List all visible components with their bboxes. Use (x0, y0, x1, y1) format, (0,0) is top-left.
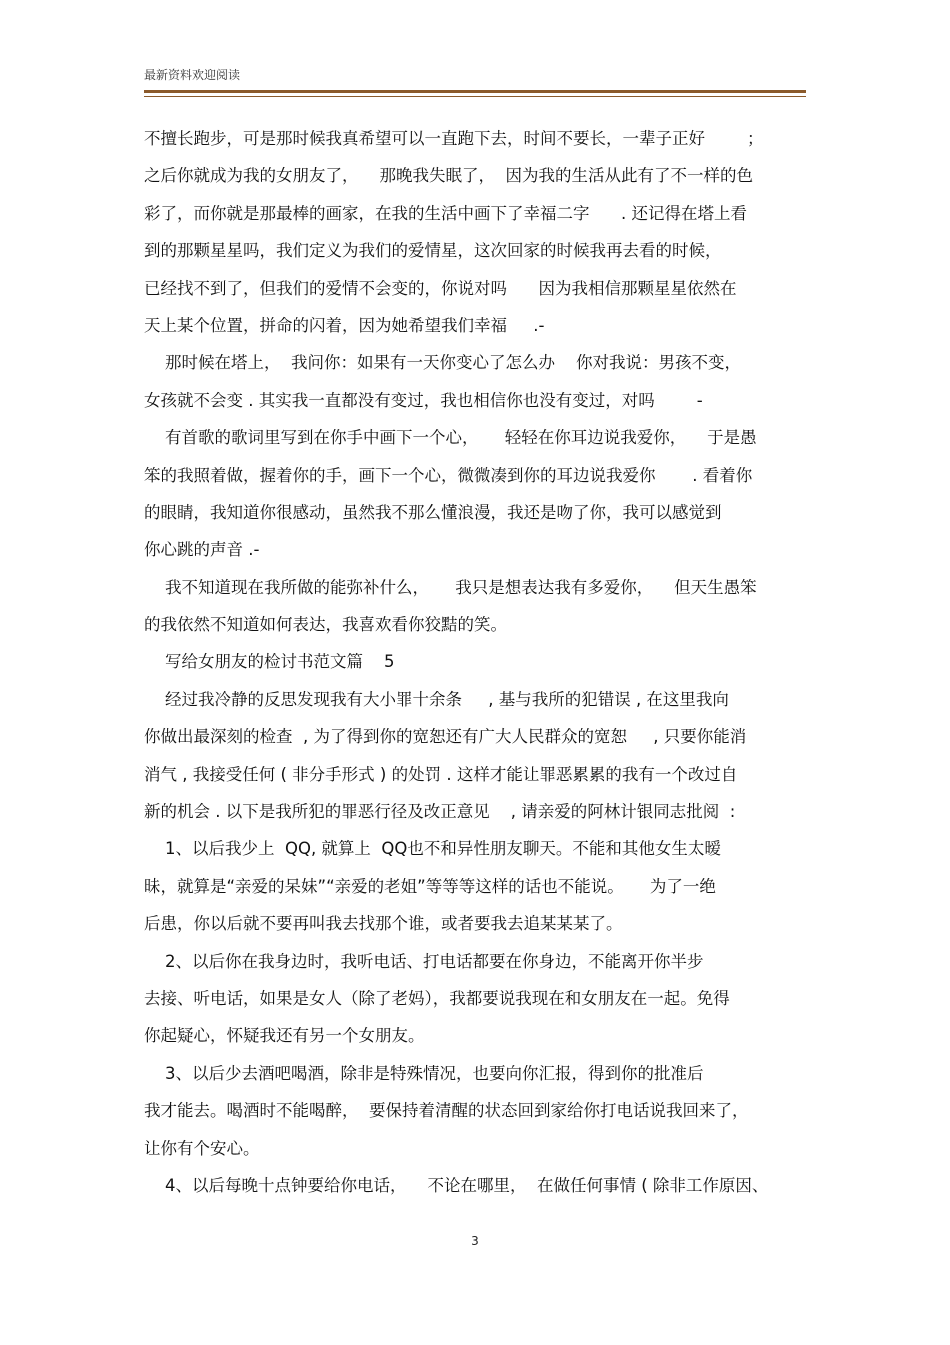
text-line: 那时候在塔上， 我问你：如果有一天你变心了怎么办 你对我说：男孩不变， (144, 353, 741, 373)
text-line: 1、以后我少上 QQ, 就算上 QQ也不和异性朋友聊天。不能和其他女生太暧 (144, 839, 721, 859)
text-line: 彩了，而你就是那最棒的画家，在我的生活中画下了幸福二字 . 还记得在塔上看 (144, 203, 747, 223)
text-line: 经过我冷静的反思发现我有大小罪十余条 , 基与我所的犯错误 , 在这里我向 (144, 689, 729, 709)
text-line: 你心跳的声音 .- (144, 540, 260, 560)
text-line: 后患，你以后就不要再叫我去找那个谁，或者要我去追某某某了。 (144, 914, 623, 934)
text-line: 3、以后少去酒吧喝酒，除非是特殊情况，也要向你汇报，得到你的批准后 (144, 1063, 704, 1083)
body-text (144, 120, 806, 1204)
text-line: 有首歌的歌词里写到在你手中画下一个心， 轻轻在你耳边说我爱你， 于是愚 (144, 428, 757, 448)
text-line: 我不知道现在我所做的能弥补什么， 我只是想表达我有多爱你， 但天生愚笨 (144, 577, 757, 597)
section-heading: 写给女朋友的检讨书范文篇 5 (144, 652, 395, 672)
text-line: 女孩就不会变 . 其实我一直都没有变过，我也相信你也没有变过，对吗 - (144, 390, 703, 410)
text-line: 让你有个安心。 (144, 1138, 260, 1158)
page-header: 最新资料欢迎阅读 (144, 68, 241, 82)
text-line: 已经找不到了，但我们的爱情不会变的，你说对吗 因为我相信那颗星星依然在 (144, 278, 737, 298)
text-line: 我才能去。喝酒时不能喝醉， 要保持着清醒的状态回到家给你打电话说我回来了， (144, 1101, 749, 1121)
text-line: 天上某个位置，拼命的闪着，因为她希望我们幸福 .- (144, 315, 545, 335)
header-rule-thick (144, 90, 806, 93)
page-number: 3 (471, 1234, 479, 1248)
text-line: 4、以后每晚十点钟要给你电话， 不论在哪里， 在做任何事情 ( 除非工作原因、 (144, 1175, 769, 1195)
text-line: 消气 , 我接受任何 ( 非分手形式 ) 的处罚 . 这样才能让罪恶累累的我有一个改过自 (144, 764, 738, 784)
text-line: 去接、听电话，如果是女人（除了老妈），我都要说我现在和女朋友在一起。免得 (144, 988, 730, 1008)
text-line: 笨的我照着做，握着你的手，画下一个心，微微凑到你的耳边说我爱你 . 看着你 (144, 465, 753, 485)
text-line: 之后你就成为我的女朋友了， 那晚我失眠了， 因为我的生活从此有了不一样的色 (144, 166, 753, 186)
text-line: 的我依然不知道如何表达，我喜欢看你狡黠的笑。 (144, 615, 507, 635)
text-line: 昧，就算是“亲爱的呆妹”“亲爱的老姐”等等等这样的话也不能说。 为了一绝 (144, 876, 716, 896)
text-line: 不擅长跑步，可是那时候我真希望可以一直跑下去，时间不要长，一辈子正好 ； (144, 129, 764, 148)
text-line: 的眼睛，我知道你很感动，虽然我不那么懂浪漫，我还是吻了你，我可以感觉到 (144, 502, 722, 522)
header-rule-thin (144, 96, 806, 97)
text-line: 你做出最深刻的检查 , 为了得到你的宽恕还有广大人民群众的宽恕 , 只要你能消 (144, 727, 747, 747)
text-line: 2、以后你在我身边时，我听电话、打电话都要在你身边，不能离开你半步 (144, 951, 704, 971)
text-line: 新的机会 . 以下是我所犯的罪恶行径及改正意见 , 请亲爱的阿林计银同志批阅 : (144, 802, 736, 822)
text-line: 你起疑心，怀疑我还有另一个女朋友。 (144, 1026, 425, 1046)
text-line: 到的那颗星星吗，我们定义为我们的爱情星，这次回家的时候我再去看的时候， (144, 241, 722, 261)
